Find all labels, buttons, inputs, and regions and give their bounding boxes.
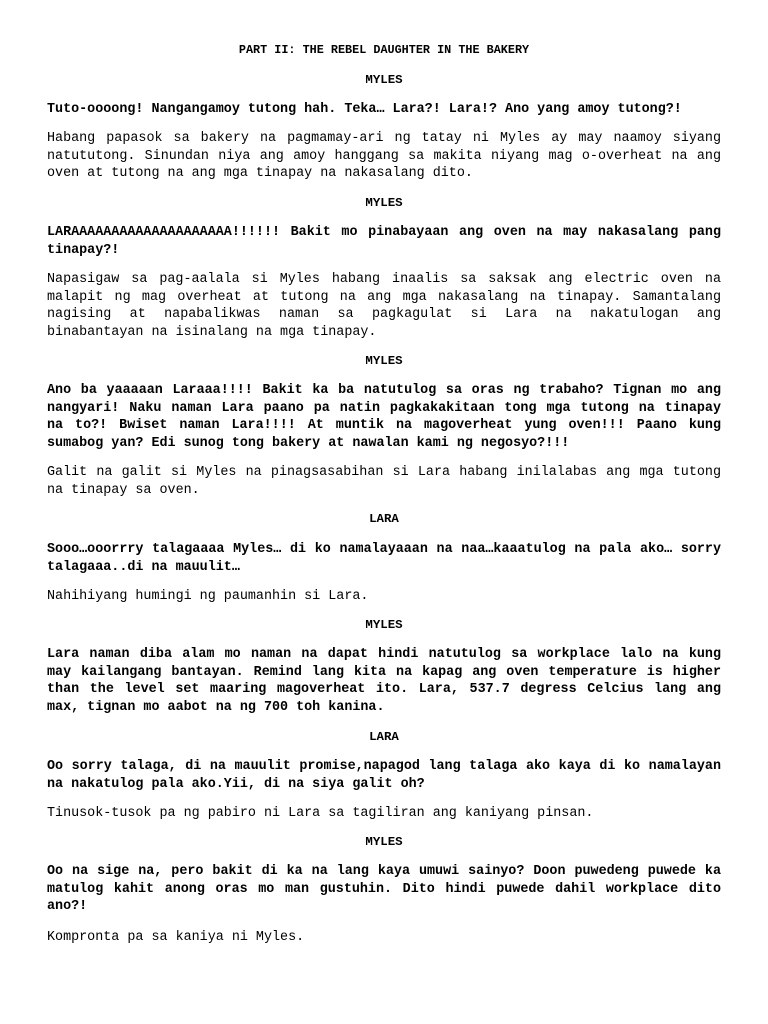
dialogue-line: Oo na sige na, pero bakit di ka na lang kaya umuwi sainyo? Doon puwedeng puwede ka matulog kahit anong oras mo man gustuhin. Dito hindi puwede dahil workplace dito ano?! <box>47 864 721 914</box>
dialogue-line: Tuto-oooong! Nangangamoy tutong hah. Teka… Lara?! Lara!? Ano yang amoy tutong?! <box>47 102 682 117</box>
dialogue-line: Sooo…ooorrry talagaaaa Myles… di ko namalayaaan na naa…kaaatulog na pala ako… sorry talagaaa..di na mauulit… <box>47 542 721 575</box>
speaker-name: LARA <box>369 512 399 526</box>
action-paragraph: Galit na galit si Myles na pinagsasabihan si Lara habang inilalabas ang mga tutong na tinapay sa oven. <box>47 465 721 498</box>
action-paragraph: Kompronta pa sa kaniya ni Myles. <box>47 930 305 945</box>
action-paragraph: Tinusok-tusok pa ng pabiro ni Lara sa tagiliran ang kaniyang pinsan. <box>47 806 594 821</box>
action-paragraph: Nahihiyang humingi ng paumanhin si Lara. <box>47 589 369 604</box>
dialogue-line: Lara naman diba alam mo naman na dapat hindi natutulog sa workplace lalo na kung may kailangang bantayan. Remind lang kita na kapag ang oven temperature is higher than the level set maaring magoverheat ito. Lara, 537.7 degress Celcius lang ang max, tignan mo aabot na ng 700 toh kanina. <box>47 647 721 715</box>
speaker-name: MYLES <box>365 618 403 632</box>
dialogue-line: LARAAAAAAAAAAAAAAAAAAAA!!!!!! Bakit mo pinabayaan ang oven na may nakasalang pang tinapay?! <box>47 225 721 258</box>
page-title: PART II: THE REBEL DAUGHTER IN THE BAKERY <box>238 43 530 57</box>
speaker-name: MYLES <box>365 196 403 210</box>
dialogue-line: Ano ba yaaaaan Laraaa!!!! Bakit ka ba natutulog sa oras ng trabaho? Tignan mo ang nangyari! Naku naman Lara paano pa natin pagkakakitaan tong mga tutong na tinapay na to?! Bwiset naman Lara!!!! At muntik na magoverheat yung oven!!! Paano kung sumabog yan? Edi sunog tong bakery at nawalan kami ng negosyo?!!! <box>47 383 721 451</box>
speaker-name: LARA <box>369 730 399 744</box>
dialogue-line: Oo sorry talaga, di na mauulit promise,napagod lang talaga ako kaya di ko namalayan na nakatulog pala ako.Yii, di na siya galit oh? <box>47 759 721 792</box>
speaker-name: MYLES <box>365 835 403 849</box>
speaker-name: MYLES <box>365 73 403 87</box>
action-paragraph: Habang papasok sa bakery na pagmamay-ari ng tatay ni Myles ay may naamoy siyang natututong. Sinundan niya ang amoy hanggang sa makita niyang mag o-overheat na ang oven at tutong na ang mga tinapay na nakasalang dito. <box>47 131 721 181</box>
speaker-name: MYLES <box>365 354 403 368</box>
action-paragraph: Napasigaw sa pag-aalala si Myles habang inaalis sa saksak ang electric oven na malapit ng mag overheat at tutong na ang mga nakasalang na tinapay. Samantalang nagising at napabalikwas naman sa pagkagulat si Lara na nakatulogan ang binabantayan na isinalang na mga tinapay. <box>47 272 721 340</box>
